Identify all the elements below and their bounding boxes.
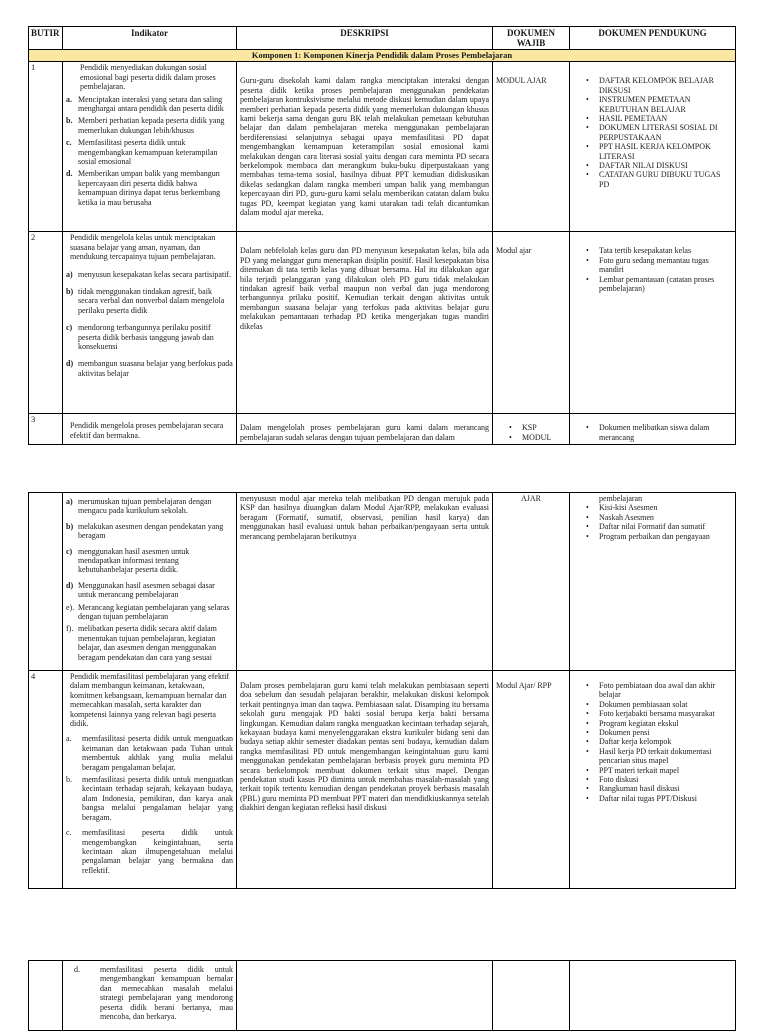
list-item: • Program kegiatan ekskul bbox=[573, 719, 732, 728]
indicator-item: b. Memberi perhatian kepada peserta didik yang memerlukan dukungan lebih/khusus bbox=[66, 116, 225, 135]
supporting-document-list bbox=[573, 76, 732, 189]
indicator-item: a) merumuskan tujuan pembelajaran dengan mengacu pada kurikulum sekolah. bbox=[66, 497, 212, 516]
component-title: Komponen 1: Komponen Kinerja Pendidik dalam Proses Pembelajaran bbox=[29, 50, 736, 62]
table-row-3 bbox=[29, 414, 736, 445]
description-cell: Dalam mengelolah proses pembelajaran guru kami dalam merancang pembelajaran sudah selaras dengan tujuan pembelajaran dan dalam bbox=[237, 414, 493, 445]
supporting-document-cell bbox=[570, 671, 736, 889]
list-item: • Tata tertib kesepakatan kelas bbox=[573, 246, 732, 255]
table-row-1 bbox=[29, 62, 736, 232]
required-document-cell: Modul ajar bbox=[493, 232, 570, 414]
description-cell: Dalam proses pembelajaran guru kami telah melakukan pembiasaan seperti doa sebelum dan sesudah pelajaran berakhir, melakukan diskusi kelompok terkait pentingnya iman dan taqwa. Pembiasaan salat. Disamping itu bersama sekolah guru mengajak PD bakti sosial berupa kerja bakti bersama lingkungan. Kemudian dalam rangka menguatkan kecintaan terhadap sejarah, kekayaan budaya kami menyelenggarakan ekstra kurikuler bidang seni dan budaya setiap akhir semester diadakan pentas seni budaya, kemudian dalam rangka memfasilitasi PD untuk mengembangan keingintahuan guru kami menggunakan pendekatan pembelajaran berbasis proyek guru meminta PD secara berkelompok membuat dokumen terkait situs mapel. Dengan pendekatan studi kasus PD diminta untuk membahas masalah-masalah yang terkait topik tertentu kemudian dengan pendekatan proyek berbasis masalah (PBL) guru meminta PD membuat PPT materi dan mendidkiuskannya setelah diakhiri dengan kegiatan refleksi hasil diskusi bbox=[237, 671, 493, 889]
indicator-item: d. Memberikan umpan balik yang membangun kepercayaan diri peserta didik bahwa kemampuan dirinya dapat terus berkembang ketika ia mau berusaha bbox=[66, 169, 221, 207]
indicator-item: d) Menggunakan hasil asesmen sebagai dasar untuk merancang pembelajaran bbox=[66, 580, 215, 600]
document-table-2 bbox=[28, 492, 736, 889]
list-item: • Hasil kerja PD terkait dokumentasi pencarian situs mapel bbox=[573, 747, 732, 766]
supporting-document-list bbox=[573, 246, 732, 293]
list-item: • Program perbaikan dan pengayaan bbox=[573, 532, 732, 541]
document-table-3 bbox=[28, 960, 736, 1031]
list-item: • PPT HASIL KERJA KELOMPOK LITERASI bbox=[573, 142, 732, 161]
list-item: • Daftar nilai tugas PPT/Diskusi bbox=[573, 794, 732, 803]
page-segment-3 bbox=[28, 960, 735, 1031]
supporting-document-cell bbox=[570, 414, 736, 445]
row-number: 3 bbox=[29, 414, 63, 445]
header-indikator: Indikator bbox=[63, 27, 237, 50]
indicator-cell bbox=[63, 961, 237, 1031]
indicator-item: c) mendorong terbangunnya perilaku positif peserta didik berbasis tanggung jawab dan konsekuensi bbox=[66, 323, 214, 352]
list-item: • Foto diskusi bbox=[573, 775, 732, 784]
supporting-document-cell bbox=[570, 961, 736, 1031]
header-dokumen-wajib: DOKUMEN WAJIB bbox=[493, 27, 570, 50]
page-segment-1 bbox=[28, 26, 735, 445]
indicator-intro: Pendidik memfasilitasi pembelajaran yang efektif dalam membangun keimanan, ketakwaan, komitmen kebangsaan, kemampuan bernalar dan memecahkan masalah, serta karakter dan kompetensi lainnya yang relevan bagi peserta didik. bbox=[70, 672, 230, 729]
supporting-document-list bbox=[573, 503, 732, 541]
list-item: • PPT materi terkait mapel bbox=[573, 766, 732, 775]
indicator-item: a. memfasilitasi peserta didik untuk menguatkan keimanan dan ketakwaan pada Tuhan untuk membentuk akhlak yang mulia melalui beragam pengalaman belajar. bbox=[66, 734, 233, 772]
row-number: 1 bbox=[29, 62, 63, 232]
indicator-item: c) menggunakan hasil asesmen untuk mendapatkan informasi tentang kebutuhanbelajar peserta didik. bbox=[66, 546, 190, 575]
indicator-cell bbox=[63, 62, 237, 232]
list-item: • Dokumen pensi bbox=[573, 728, 732, 737]
list-item: • Lembar pemantauan (catatan proses pembelajaran) bbox=[573, 275, 732, 294]
indicator-item: d) membangun suasana belajar yang berfokus pada aktivitas belajar bbox=[66, 359, 233, 378]
list-item: • Daftar kerja kelompok bbox=[573, 737, 732, 746]
supporting-document-list bbox=[573, 681, 732, 803]
list-item: • Foto kerjabakti bersama masyarakat bbox=[573, 709, 732, 718]
description-cell: Guru-guru disekolah kami dalam rangka menciptakan interaksi dengan peserta didik ketika proses pembelajaran menggunakan pendekatan pembelajaran kontruksivisme melalui metode diskusi kemudian dalam upaya memberi perhatian kepada peserta didik yang memerlukan dukungan khusus kami bekerja sama dengan guru BK telah melakukan pemetaan kebutuhan belajar dan dalam pembelajaran mereka menggunakan pembelajaran berdiferensiasi selanjutnya sebagai upaya memfasilitasi PD dapat mengembangkan kemampuan keterampilan sosial emosional kami melakukan dengan cara literasi sosial yaitu dengan cara meminta PD secara berkelompok membaca dan merangkum buku-buku diperpustakaan yang membahas tema-tema sosial, hasilnya dibuat PPT kemudian didiskusikan dikelas sedangkan dalam rangka memberi umpan balik yang membangun kepercayaan diri PD, guru-guru kami selalu memberikan catatan dalam buku tugas PD, keempat kegiatan yang kami utarakan tadi telah dicantumkan dalam modul ajar mereka. bbox=[237, 62, 493, 232]
required-document-cell bbox=[493, 961, 570, 1031]
indicator-item: d. memfasilitasi peserta didik untuk mengembangkan kemampuan bernalar dan memecahkan masalah melalui strategi pembelajaran yang mendorong peserta didik berani bertanya, mau mencoba, dan berkarya. bbox=[74, 965, 233, 1022]
indicator-item: b) melakukan asesmen dengan pendekatan yang beragam bbox=[66, 521, 224, 541]
indicator-item: a. Menciptakan interaksi yang setara dan saling menghargai antara pendidik dan peserta didik bbox=[66, 94, 224, 114]
table-row-4-continued bbox=[29, 961, 736, 1031]
description-cell: menyususn modul ajar mereka telah melibatkan PD dengan merujuk pada KSP dan hasilnya diuangkan dalam Modul Ajar/RPP, melakukan evaluasi beragam (Formatif, sumatif, observasi, penilian hasil karya) dan menggunakan hasil evaluasi untuk bahan perbaikan/pengayaan serta untuk merancang pembelajaran berikutnya bbox=[237, 493, 493, 671]
supporting-document-continuation: pembelajaran bbox=[599, 494, 643, 503]
required-document-list bbox=[496, 423, 566, 442]
list-item: • Foto pembiataan doa awal dan akhir belajar bbox=[573, 681, 732, 700]
list-item: • Rangkuman hasil diskusi bbox=[573, 784, 732, 793]
table-header-row bbox=[29, 27, 736, 50]
header-dokumen-pendukung: DOKUMEN PENDUKUNG bbox=[570, 27, 736, 50]
component-row bbox=[29, 50, 736, 62]
indicator-cell bbox=[63, 414, 237, 445]
required-document-cell: Modul Ajar/ RPP bbox=[493, 671, 570, 889]
list-item: • Daftar nilai Formatif dan sumatif bbox=[573, 522, 732, 531]
supporting-document-list bbox=[573, 423, 732, 442]
table-row-4 bbox=[29, 671, 736, 889]
indicator-item: b. memfasilitasi peserta didik untuk menguatkan kecintaan terhadap sejarah, kekayaan budaya, alam Indonesia, pemikiran, dan karya anak bangsa melalui pengalaman belajar yang beragam. bbox=[66, 775, 233, 822]
indicator-item: a) menyusun kesepakatan kelas secara partisipatif. bbox=[66, 269, 232, 279]
list-item: • CATATAN GURU DIBUKU TUGAS PD bbox=[573, 170, 732, 189]
indicator-cell bbox=[63, 232, 237, 414]
description-cell bbox=[237, 961, 493, 1031]
list-item: • Kisi-kisi Asesmen bbox=[573, 503, 732, 512]
list-item: • HASIL PEMETAAN bbox=[573, 114, 732, 123]
row-number: 4 bbox=[29, 671, 63, 889]
list-item: • Naskah Asesmen bbox=[573, 513, 732, 522]
required-document-cell: MODUL AJAR bbox=[493, 62, 570, 232]
indicator-intro: Pendidik mengelola proses pembelajaran secara efektif dan bermakna. bbox=[70, 421, 224, 440]
row-number bbox=[29, 961, 63, 1031]
header-deskripsi: DESKRIPSI bbox=[237, 27, 493, 50]
header-butir: BUTIR bbox=[29, 27, 63, 50]
list-item: • KSP bbox=[496, 423, 566, 432]
list-item: • DAFTAR KELOMPOK BELAJAR DIKSUSI bbox=[573, 76, 732, 95]
indicator-item: b) tidak menggunakan tindakan agresif, baik secara verbal dan nonverbal dalam mengelola perilaku peserta didik bbox=[66, 287, 225, 315]
row-number: 2 bbox=[29, 232, 63, 414]
page-segment-2 bbox=[28, 492, 735, 889]
list-item: • Foto guru sedang memantau tugas mandiri bbox=[573, 256, 732, 275]
list-item: • DOKUMEN LITERASI SOSIAL DI PERPUSTAKAAN bbox=[573, 123, 732, 142]
indicator-item: e). Merancang kegiatan pembelajaran yang selaras dengan tujuan pembelajaran bbox=[66, 602, 230, 622]
supporting-document-cell bbox=[570, 62, 736, 232]
list-item: • Dokumen melibatkan siswa dalam merancang bbox=[573, 423, 732, 442]
description-cell: Dalam nebfelolah kelas guru dan PD menyusun kesepakatan kelas, bila ada PD yang melanggar guru menerapkan disiplin positif. Hasil kesepakatan bisa ditemukan di tata tertib kelas yang dibuat bersama. Hal itu dilakukan agar bila terjadi pelanggaran yang dilakukan oleh PD guru tidak melakukan tindakan agresif baik verbal maupun non verbal dan juga mendorong terbangunnya prilaku positif. Kemudian terkait dengan aktivitas untuk membangun suasana belajar yang terfokus pada aktivitas belajar guru melakukan pemantauan terhadap PD ketika mengerjakan tugas mandiri dikelas bbox=[237, 232, 493, 414]
indicator-intro: Pendidik menyediakan dukungan sosial emosional bagi peserta didik dalam proses pembelajaran. bbox=[80, 63, 216, 92]
table-row-2 bbox=[29, 232, 736, 414]
indicator-item: f). melibatkan peserta didik secara aktif dalam menentukan tujuan pembelajaran, kegiatan belajar, dan asesmen dengan menggunakan beragam pendekatan dan cara yang sesuai bbox=[66, 624, 217, 662]
list-item: • MODUL bbox=[496, 433, 566, 442]
indicator-item: c. Memfasilitasi peserta didik untuk mengembangkan kemampuan keterampilan sosial emosional bbox=[66, 138, 218, 167]
list-item: • INSTRUMEN PEMETAAN KEBUTUHAN BELAJAR bbox=[573, 95, 732, 114]
list-item: • Dokumen pembiasaan solat bbox=[573, 700, 732, 709]
supporting-document-cell bbox=[570, 232, 736, 414]
table-row-3-continued bbox=[29, 493, 736, 671]
row-number bbox=[29, 493, 63, 671]
list-item: • DAFTAR NILAI DISKUSI bbox=[573, 161, 732, 170]
required-document-cell: AJAR bbox=[493, 493, 570, 671]
indicator-cell bbox=[63, 671, 237, 889]
indicator-item: c. memfasilitasi peserta didik untuk mengembangkan keingintahuan, serta kecintaan akan ilmupengetahuan melalui pengalaman belajar yang bermakna dan reflektif. bbox=[66, 828, 233, 875]
indicator-intro: Pendidik mengelola kelas untuk menciptakan suasana belajar yang aman, nyaman, dan mendukung tercapainya tujuan pembelajaran. bbox=[70, 233, 216, 262]
supporting-document-cell bbox=[570, 493, 736, 671]
required-document-cell bbox=[493, 414, 570, 445]
document-table-1 bbox=[28, 26, 736, 445]
indicator-cell bbox=[63, 493, 237, 671]
